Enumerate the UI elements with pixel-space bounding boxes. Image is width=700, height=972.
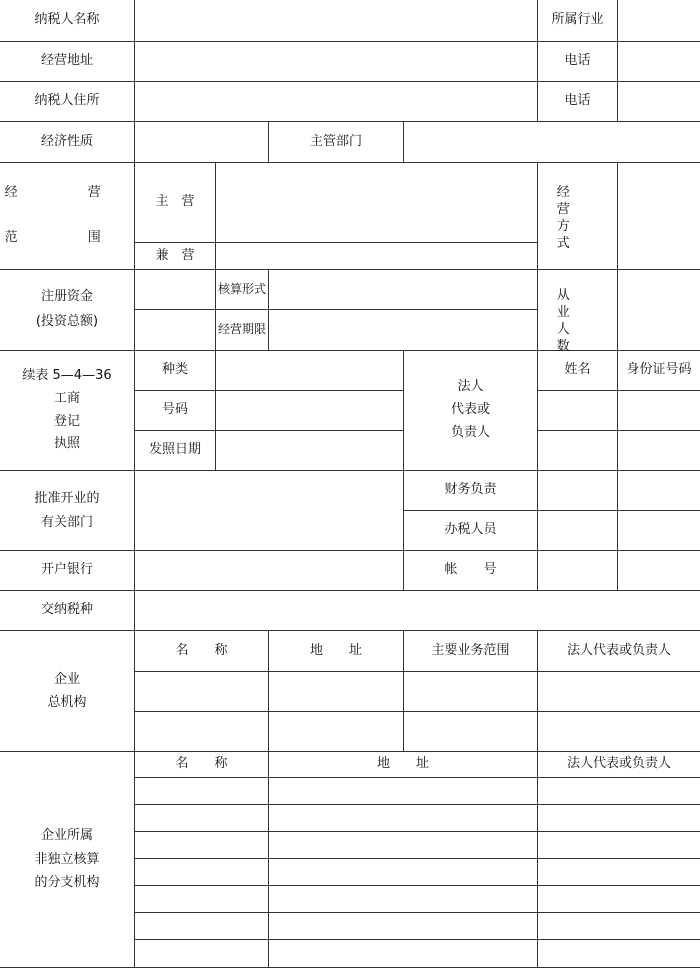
label-tax-clerk: 办税人员 bbox=[404, 511, 538, 551]
field-accounting-form[interactable] bbox=[269, 270, 538, 310]
field-operation-period[interactable] bbox=[269, 310, 538, 351]
cell-branch-address[interactable] bbox=[269, 940, 538, 968]
cell-hq-scope-1[interactable] bbox=[404, 672, 538, 712]
cell-branch-address[interactable] bbox=[269, 886, 538, 913]
field-phone-2[interactable] bbox=[618, 82, 700, 122]
label-bank: 开户银行 bbox=[0, 551, 135, 591]
field-taxpayer-residence[interactable] bbox=[135, 82, 538, 122]
cell-branch-name[interactable] bbox=[135, 913, 269, 940]
cell-branch-rep[interactable] bbox=[538, 778, 700, 805]
field-business-address[interactable] bbox=[135, 42, 538, 82]
header-hq-main-scope: 主要业务范围 bbox=[404, 631, 538, 672]
label-account: 帐 号 bbox=[404, 551, 538, 591]
label-phone: 电话 bbox=[538, 42, 618, 82]
label-legal-representative: 法人 代表或 负责人 bbox=[404, 351, 538, 471]
label-employees: 从 业 人 数 bbox=[538, 270, 618, 351]
label-name: 姓名 bbox=[538, 351, 618, 391]
field-issue-date[interactable] bbox=[216, 431, 404, 471]
cell-hq-address-2[interactable] bbox=[269, 712, 404, 752]
label-phone-2: 电话 bbox=[538, 82, 618, 122]
field-rep-id-2[interactable] bbox=[618, 431, 700, 471]
header-branch-legal-rep: 法人代表或负责人 bbox=[538, 752, 700, 778]
label-approving-dept: 批准开业的 有关部门 bbox=[0, 471, 135, 551]
field-account-2[interactable] bbox=[618, 551, 700, 591]
field-industry[interactable] bbox=[618, 0, 700, 42]
label-license-type: 种类 bbox=[135, 351, 216, 391]
field-finance-name[interactable] bbox=[538, 471, 618, 511]
field-economic-nature[interactable] bbox=[135, 122, 269, 163]
label-registered-capital: 注册资金 (投资总额) bbox=[0, 270, 135, 351]
cell-branch-address[interactable] bbox=[269, 832, 538, 859]
header-hq-address: 地 址 bbox=[269, 631, 404, 672]
field-capital-1[interactable] bbox=[135, 270, 216, 310]
label-business-scope: 经 营 范 围 bbox=[0, 163, 135, 270]
label-operation-mode: 经 营 方 式 bbox=[538, 163, 618, 270]
cell-branch-address[interactable] bbox=[269, 859, 538, 886]
cell-branch-rep[interactable] bbox=[538, 886, 700, 913]
field-clerk-name[interactable] bbox=[538, 511, 618, 551]
field-competent-dept[interactable] bbox=[404, 122, 700, 163]
cell-hq-scope-2[interactable] bbox=[404, 712, 538, 752]
label-license-number: 号码 bbox=[135, 391, 216, 431]
cell-branch-address[interactable] bbox=[269, 913, 538, 940]
cell-branch-rep[interactable] bbox=[538, 832, 700, 859]
field-main-business[interactable] bbox=[216, 163, 538, 243]
cell-hq-rep-1[interactable] bbox=[538, 672, 700, 712]
label-competent-dept: 主管部门 bbox=[269, 122, 404, 163]
field-account-1[interactable] bbox=[538, 551, 618, 591]
label-operation-period: 经营期限 bbox=[216, 310, 269, 351]
field-employees[interactable] bbox=[618, 270, 700, 351]
cell-branch-name[interactable] bbox=[135, 886, 269, 913]
field-phone[interactable] bbox=[618, 42, 700, 82]
field-approving-dept[interactable] bbox=[135, 471, 404, 551]
field-finance-id[interactable] bbox=[618, 471, 700, 511]
cell-hq-name-2[interactable] bbox=[135, 712, 269, 752]
header-hq-legal-rep: 法人代表或负责人 bbox=[538, 631, 700, 672]
cell-branch-name[interactable] bbox=[135, 859, 269, 886]
label-taxpayer-name: 纳税人名称 bbox=[0, 0, 135, 42]
cell-hq-address-1[interactable] bbox=[269, 672, 404, 712]
field-bank[interactable] bbox=[135, 551, 404, 591]
label-industry: 所属行业 bbox=[538, 0, 618, 42]
field-side-business[interactable] bbox=[216, 243, 538, 270]
header-hq-name: 名 称 bbox=[135, 631, 269, 672]
field-license-type[interactable] bbox=[216, 351, 404, 391]
header-branch-name: 名 称 bbox=[135, 752, 269, 778]
label-branches: 企业所属 非独立核算 的分支机构 bbox=[0, 752, 135, 968]
field-rep-name-2[interactable] bbox=[538, 431, 618, 471]
label-tax-types: 交纳税种 bbox=[0, 591, 135, 631]
label-id-number: 身份证号码 bbox=[618, 351, 700, 391]
field-taxpayer-name[interactable] bbox=[135, 0, 538, 42]
label-issue-date: 发照日期 bbox=[135, 431, 216, 471]
cell-branch-rep[interactable] bbox=[538, 805, 700, 832]
field-rep-id[interactable] bbox=[618, 391, 700, 431]
label-main-business: 主 营 bbox=[135, 163, 216, 243]
field-tax-types[interactable] bbox=[135, 591, 700, 631]
cell-branch-address[interactable] bbox=[269, 805, 538, 832]
cell-branch-name[interactable] bbox=[135, 805, 269, 832]
cell-branch-rep[interactable] bbox=[538, 940, 700, 968]
label-accounting-form: 核算形式 bbox=[216, 270, 269, 310]
header-branch-address: 地 址 bbox=[269, 752, 538, 778]
label-taxpayer-residence: 纳税人住所 bbox=[0, 82, 135, 122]
field-capital-2[interactable] bbox=[135, 310, 216, 351]
label-business-license: 续表 5—4—36 工商 登记 执照 bbox=[0, 351, 135, 471]
field-rep-name[interactable] bbox=[538, 391, 618, 431]
label-business-address: 经营地址 bbox=[0, 42, 135, 82]
label-side-business: 兼 营 bbox=[135, 243, 216, 270]
cell-branch-name[interactable] bbox=[135, 940, 269, 968]
cell-branch-rep[interactable] bbox=[538, 913, 700, 940]
cell-branch-name[interactable] bbox=[135, 778, 269, 805]
cell-hq-rep-2[interactable] bbox=[538, 712, 700, 752]
cell-branch-name[interactable] bbox=[135, 832, 269, 859]
cell-branch-rep[interactable] bbox=[538, 859, 700, 886]
field-operation-mode[interactable] bbox=[618, 163, 700, 270]
field-license-number[interactable] bbox=[216, 391, 404, 431]
label-finance-head: 财务负责 bbox=[404, 471, 538, 511]
cell-hq-name-1[interactable] bbox=[135, 672, 269, 712]
cell-branch-address[interactable] bbox=[269, 778, 538, 805]
label-headquarters: 企业 总机构 bbox=[0, 631, 135, 752]
field-clerk-id[interactable] bbox=[618, 511, 700, 551]
label-economic-nature: 经济性质 bbox=[0, 122, 135, 163]
